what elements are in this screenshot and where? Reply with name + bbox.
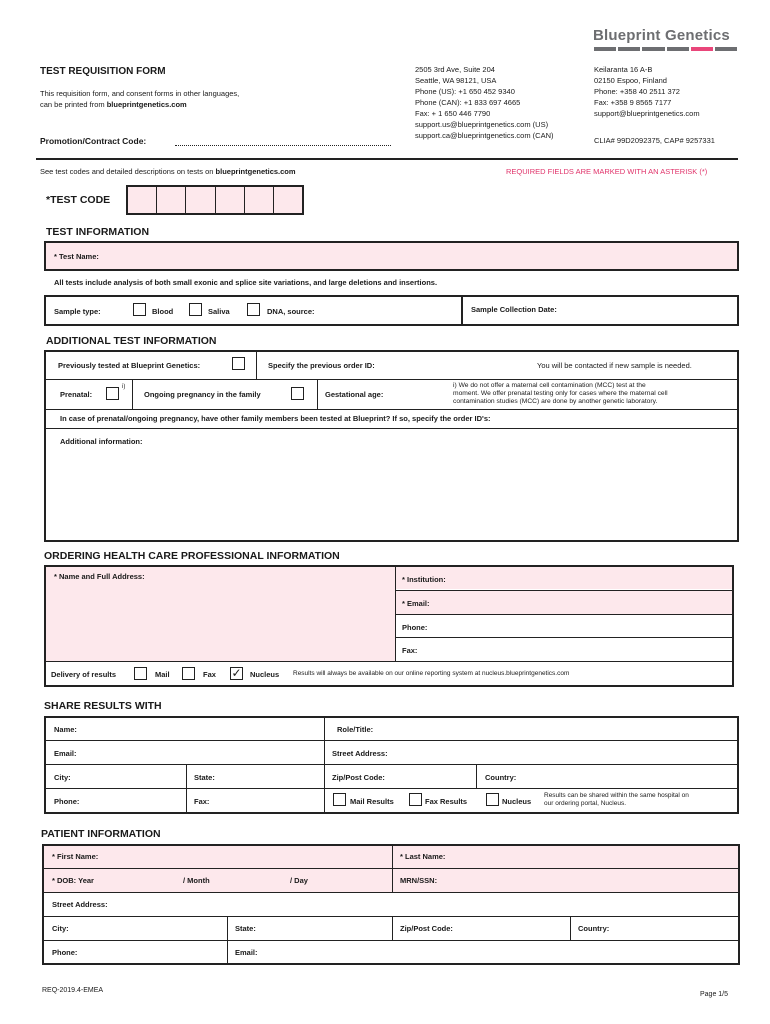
divider (256, 350, 257, 379)
page-number: Page 1/5 (700, 991, 729, 998)
patient-phone-label: Phone: (52, 948, 78, 957)
intro-site-link[interactable]: blueprintgenetics.com (106, 100, 187, 109)
divider (44, 428, 739, 429)
promo-code-field[interactable] (175, 145, 391, 146)
prev-tested-checkbox[interactable] (232, 357, 245, 370)
prenatal-checkbox[interactable] (106, 387, 119, 400)
divider (44, 379, 739, 380)
name-address-field[interactable] (46, 567, 395, 661)
test-name-field[interactable] (44, 241, 739, 271)
fax-results-label: Fax Results (425, 797, 468, 806)
nucleus-label: Nucleus (250, 670, 280, 679)
fi-address-line: Phone: +358 40 2511 372 (594, 87, 680, 96)
share-street-label: Street Address: (332, 749, 388, 758)
share-role-label: Role/Title: (337, 725, 374, 734)
divider (461, 295, 463, 326)
share-nucleus-label: Nucleus (502, 797, 532, 806)
fax-results-checkbox[interactable] (409, 793, 422, 806)
share-country-label: Country: (485, 773, 517, 782)
institution-label: * Institution: (402, 575, 446, 584)
additional-info-label: Additional information: (60, 437, 143, 446)
brand-logo: Blueprint Genetics (593, 27, 730, 44)
divider (317, 379, 318, 409)
see-codes-text: See test codes and detailed descriptions on tests on (40, 167, 216, 176)
divider (42, 916, 740, 917)
divider (476, 764, 477, 788)
ongoing-checkbox[interactable] (291, 387, 304, 400)
patient-city-label: City: (52, 924, 69, 933)
mcc-note-line: i) We do not offer a maternal cell contamination (MCC) test at the (453, 382, 646, 389)
additional-info-field[interactable] (46, 448, 736, 540)
prev-order-label: Specify the previous order ID: (268, 361, 375, 370)
divider (42, 940, 740, 941)
see-codes-note (40, 166, 296, 177)
sample-type-label: Sample type: (54, 307, 101, 316)
us-address (415, 64, 554, 141)
promo-code-label: Promotion/Contract Code: (40, 136, 147, 146)
us-address-line: 2505 3rd Ave, Suite 204 (415, 65, 495, 74)
patient-heading: PATIENT INFORMATION (41, 828, 161, 840)
last-name-label: * Last Name: (400, 852, 446, 861)
prenatal-label: Prenatal: (60, 390, 93, 399)
ordering-email-label: * Email: (402, 599, 430, 608)
divider (570, 916, 571, 940)
form-title: TEST REQUISITION FORM (40, 66, 166, 77)
dna-checkbox[interactable] (247, 303, 260, 316)
divider (42, 868, 740, 869)
collection-date-label: Sample Collection Date: (471, 305, 557, 314)
divider (395, 637, 734, 638)
divider (44, 740, 739, 741)
test-name-label: * Test Name: (54, 252, 99, 261)
header-divider (36, 158, 738, 160)
divider (42, 892, 740, 893)
delivery-label: Delivery of results (51, 670, 117, 679)
mcc-note-line: contamination studies (MCC) are done by another genetic laboratory. (453, 398, 658, 405)
sample-row (44, 295, 739, 326)
test-info-note: All tests include analysis of both small exonic and splice site variations, and large deletions and insertions. (54, 278, 438, 287)
divider (44, 788, 739, 789)
patient-state-label: State: (235, 924, 256, 933)
mail-results-label: Mail Results (350, 797, 394, 806)
us-address-line: Seattle, WA 98121, USA (415, 76, 497, 85)
mail-label: Mail (155, 670, 170, 679)
mail-results-checkbox[interactable] (333, 793, 346, 806)
divider (395, 614, 734, 615)
blood-checkbox[interactable] (133, 303, 146, 316)
form-code: REQ-2019.4-EMEA (42, 987, 104, 994)
test-code-input[interactable] (126, 185, 304, 215)
prev-tested-label: Previously tested at Blueprint Genetics: (58, 361, 201, 370)
see-codes-link[interactable]: blueprintgenetics.com (215, 167, 296, 176)
us-address-line: Phone (US): +1 650 452 9340 (415, 87, 515, 96)
intro-text (40, 88, 239, 110)
family-tested-label: In case of prenatal/ongoing pregnancy, have other family members been tested at Blueprint? If so, specify the order ID's: (60, 414, 491, 423)
patient-required-area (44, 846, 738, 892)
fi-address-line: 02150 Espoo, Finland (594, 76, 667, 85)
divider (392, 916, 393, 940)
fi-address (594, 64, 700, 119)
required-note: REQUIRED FIELDS ARE MARKED WITH AN ASTERISK (*) (506, 167, 708, 176)
share-nucleus-note (544, 792, 689, 808)
share-state-label: State: (194, 773, 215, 782)
dob-month-label: / Month (183, 876, 210, 885)
brand-logo-bar (594, 47, 737, 51)
share-nucleus-checkbox[interactable] (486, 793, 499, 806)
share-email-label: Email: (54, 749, 77, 758)
prenatal-footnote-mark: i) (122, 384, 126, 390)
fax-label: Fax (203, 670, 216, 679)
contact-note: You will be contacted if new sample is needed. (537, 361, 692, 370)
patient-email-label: Email: (235, 948, 258, 957)
additional-heading: ADDITIONAL TEST INFORMATION (46, 335, 217, 347)
ordering-heading: ORDERING HEALTH CARE PROFESSIONAL INFORMATION (44, 550, 340, 562)
patient-country-label: Country: (578, 924, 610, 933)
test-code-label: *TEST CODE (46, 194, 111, 206)
share-nucleus-note-line: our ordering portal, Nucleus. (544, 800, 627, 807)
divider (44, 764, 739, 765)
fi-address-line: support@blueprintgenetics.com (594, 109, 700, 118)
share-nucleus-note-line: Results can be shared within the same hospital on (544, 792, 689, 799)
gestational-label: Gestational age: (325, 390, 384, 399)
share-city-label: City: (54, 773, 71, 782)
ordering-fax-label: Fax: (402, 646, 418, 655)
blood-label: Blood (152, 307, 174, 316)
share-phone-label: Phone: (54, 797, 80, 806)
fi-address-line: Keilaranta 16 A-B (594, 65, 653, 74)
name-address-label: * Name and Full Address: (54, 572, 145, 581)
divider (392, 844, 393, 892)
mcc-note (453, 382, 668, 406)
divider (44, 661, 734, 662)
divider (44, 409, 739, 410)
mrn-label: MRN/SSN: (400, 876, 438, 885)
fax-checkbox[interactable] (182, 667, 195, 680)
us-address-line: support.ca@blueprintgenetics.com (CAN) (415, 131, 554, 140)
ongoing-label: Ongoing pregnancy in the family (144, 390, 261, 399)
intro-line-1: This requisition form, and consent forms in other languages, (40, 89, 240, 98)
share-heading: SHARE RESULTS WITH (44, 700, 162, 712)
us-address-line: Fax: + 1 650 446 7790 (415, 109, 491, 118)
share-zip-label: Zip/Post Code: (332, 773, 385, 782)
fi-address-line: Fax: +358 9 8565 7177 (594, 98, 672, 107)
first-name-label: * First Name: (52, 852, 99, 861)
dob-year-label: * DOB: Year (52, 876, 94, 885)
ordering-phone-label: Phone: (402, 623, 428, 632)
share-fax-label: Fax: (194, 797, 210, 806)
test-info-heading: TEST INFORMATION (46, 226, 150, 238)
institution-field[interactable] (396, 567, 732, 589)
patient-zip-label: Zip/Post Code: (400, 924, 453, 933)
divider (132, 379, 133, 409)
us-address-line: Phone (CAN): +1 833 697 4665 (415, 98, 521, 107)
dna-source-label: DNA, source: (267, 307, 315, 316)
intro-line-2: can be printed from (40, 100, 107, 109)
divider (324, 716, 325, 814)
us-address-line: support.us@blueprintgenetics.com (US) (415, 120, 549, 129)
saliva-checkbox[interactable] (189, 303, 202, 316)
nucleus-checkbox-checked[interactable]: ✓ (231, 666, 242, 680)
clia-cap: CLIA# 99D2092375, CAP# 9257331 (594, 136, 715, 145)
divider (227, 916, 228, 965)
mcc-note-line: moment. We offer prenatal testing only for cases where the maternal cell (453, 390, 668, 397)
saliva-label: Saliva (208, 307, 230, 316)
ordering-email-field[interactable] (396, 591, 732, 614)
nucleus-note: Results will always be available on our online reporting system at nucleus.blueprintgenetics.com (293, 670, 570, 677)
divider (186, 764, 187, 814)
dob-day-label: / Day (290, 876, 308, 885)
share-name-label: Name: (54, 725, 77, 734)
patient-street-label: Street Address: (52, 900, 108, 909)
mail-checkbox[interactable] (134, 667, 147, 680)
